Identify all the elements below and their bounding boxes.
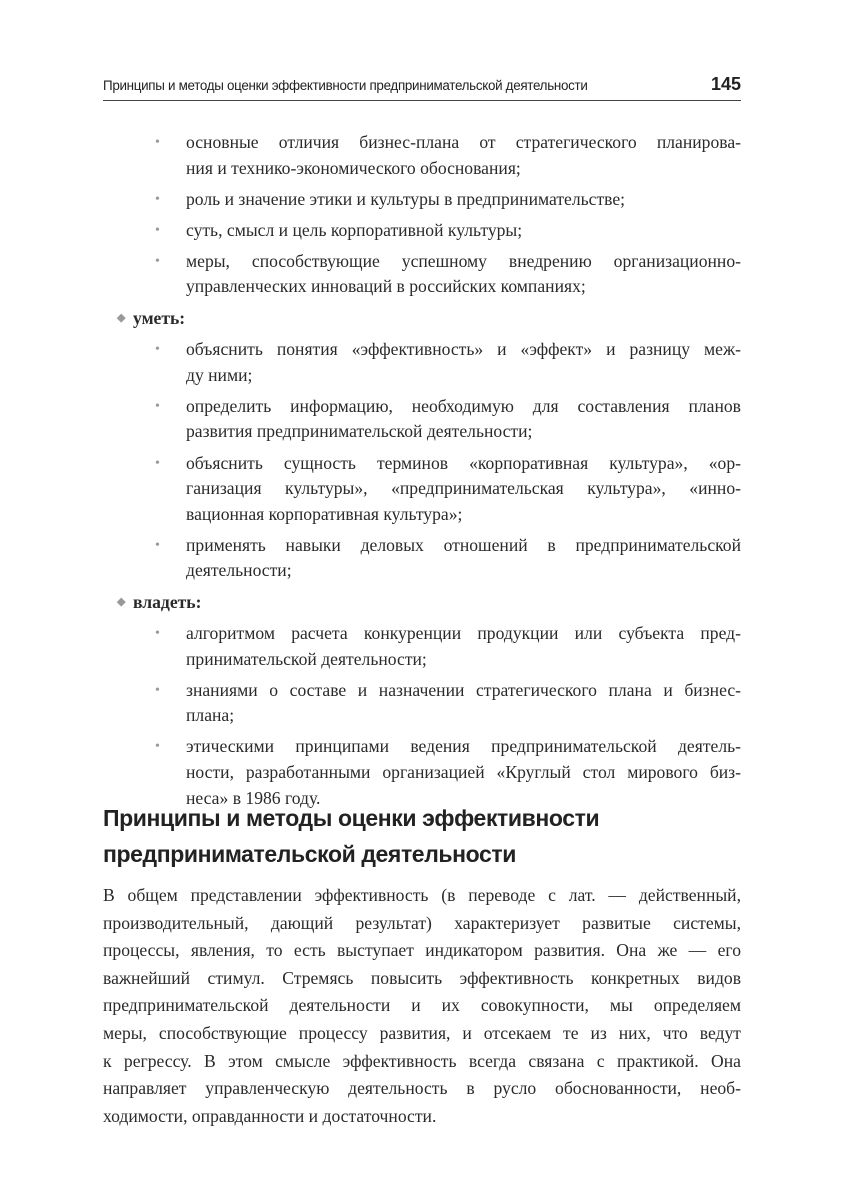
running-header-title: Принципы и методы оценки эффективности предпринимательской деятельности bbox=[103, 78, 588, 93]
paragraph-line: к регрессу. В этом смысле эффективность всегда связана с практикой. Она bbox=[103, 1050, 741, 1071]
list-item-line: ганизация культуры», «предпринимательская культура», «инно- bbox=[186, 478, 741, 499]
list-item bbox=[103, 533, 741, 584]
list-item-line: ности, разработанными организацией «Круглый стол мирового биз- bbox=[186, 762, 741, 783]
bullet-icon: • bbox=[155, 342, 160, 358]
list-item-line: этическими принципами ведения предпринимательской деятель- bbox=[186, 736, 741, 757]
diamond-bullet-icon: ◆ bbox=[117, 312, 126, 325]
paragraph-line: важнейший стимул. Стремясь повысить эффективность конкретных видов bbox=[103, 967, 741, 988]
list-item-line: основные отличия бизнес-плана от стратегического планирова- bbox=[186, 132, 741, 152]
list-item-line: вационная корпоративная культура»; bbox=[186, 503, 463, 524]
paragraph-line: направляет управленческую деятельность в русло обоснованности, необ- bbox=[103, 1078, 741, 1099]
paragraph-line: предпринимательской деятельности и их совокупности, мы определяем bbox=[103, 995, 741, 1016]
running-header bbox=[103, 74, 741, 101]
paragraph-line: процессы, явления, то есть выступает индикатором развития. Она же — его bbox=[103, 940, 741, 961]
bullet-icon: • bbox=[155, 135, 160, 150]
section-heading bbox=[103, 800, 599, 872]
list-item-line: меры, способствующие успешному внедрению организационно- bbox=[186, 250, 741, 271]
paragraph-line: меры, способствующие процессу развития, и отсекаем те из них, что ведут bbox=[103, 1022, 741, 1043]
list-heading-label: владеть: bbox=[133, 592, 202, 612]
list-item-line: объяснить сущность терминов «корпоративная культура», «ор- bbox=[186, 452, 741, 473]
bullet-icon: • bbox=[155, 739, 160, 755]
list-item-line: объяснить понятия «эффективность» и «эффект» и разницу меж- bbox=[186, 339, 741, 360]
list-item-line: роль и значение этики и культуры в предпринимательстве; bbox=[186, 188, 626, 209]
diamond-bullet-icon: ◆ bbox=[117, 596, 126, 608]
list-item-line: принимательской деятельности; bbox=[186, 648, 427, 669]
list-item-line: применять навыки деловых отношений в предпринимательской bbox=[186, 534, 741, 555]
list-item bbox=[103, 249, 741, 300]
bullet-icon: • bbox=[155, 455, 160, 471]
list-heading-umet bbox=[103, 306, 741, 332]
list-item bbox=[103, 218, 741, 244]
list-item-line: деятельности; bbox=[186, 560, 292, 581]
list-heading-label: уметь: bbox=[133, 308, 186, 329]
list-item-line: неса» в 1986 году. bbox=[186, 787, 321, 808]
bullet-icon: • bbox=[155, 191, 160, 207]
paragraph-line: ходимости, оправданности и достаточности. bbox=[103, 1105, 437, 1126]
list-item-line: суть, смысл и цель корпоративной культуры; bbox=[186, 219, 523, 240]
section-heading-line: Принципы и методы оценки эффективности bbox=[103, 805, 600, 831]
bullet-icon: • bbox=[155, 398, 160, 414]
list-item bbox=[103, 337, 741, 388]
list-item-line: определить информацию, необходимую для составления планов bbox=[186, 395, 741, 416]
list-item bbox=[103, 678, 741, 729]
bullet-icon: • bbox=[155, 253, 160, 269]
paragraph-line: В общем представлении эффективность (в переводе с лат. — действенный, bbox=[103, 885, 741, 905]
list-item-line: управленческих инноваций в российских компаниях; bbox=[186, 276, 586, 297]
bullet-icon: • bbox=[155, 626, 160, 642]
bullet-icon: • bbox=[155, 682, 160, 698]
list-item bbox=[103, 451, 741, 528]
list-item-line: развития предпринимательской деятельности; bbox=[186, 421, 533, 442]
paragraph-line: производительный, дающий результат) характеризует развитые системы, bbox=[103, 912, 741, 933]
list-item-line: ния и технико-экономического обоснования; bbox=[186, 157, 521, 178]
list-item-line: ду ними; bbox=[186, 364, 253, 385]
list-item bbox=[103, 621, 741, 672]
learning-outcomes-list bbox=[103, 130, 741, 811]
list-item-line: плана; bbox=[186, 705, 235, 726]
list-item-line: алгоритмом расчета конкуренции продукции или субъекта пред- bbox=[186, 623, 741, 644]
body-paragraph bbox=[103, 882, 741, 1130]
bullet-icon: • bbox=[155, 222, 160, 238]
list-item-line: знаниями о составе и назначении стратегического плана и бизнес- bbox=[186, 679, 741, 700]
list-item bbox=[103, 187, 741, 213]
section-heading-line: предпринимательской деятельности bbox=[103, 841, 516, 867]
list-heading-vladet bbox=[103, 590, 741, 616]
bullet-icon: • bbox=[155, 537, 160, 553]
list-item bbox=[103, 394, 741, 445]
list-item bbox=[103, 130, 741, 181]
page-number: 145 bbox=[710, 74, 741, 94]
